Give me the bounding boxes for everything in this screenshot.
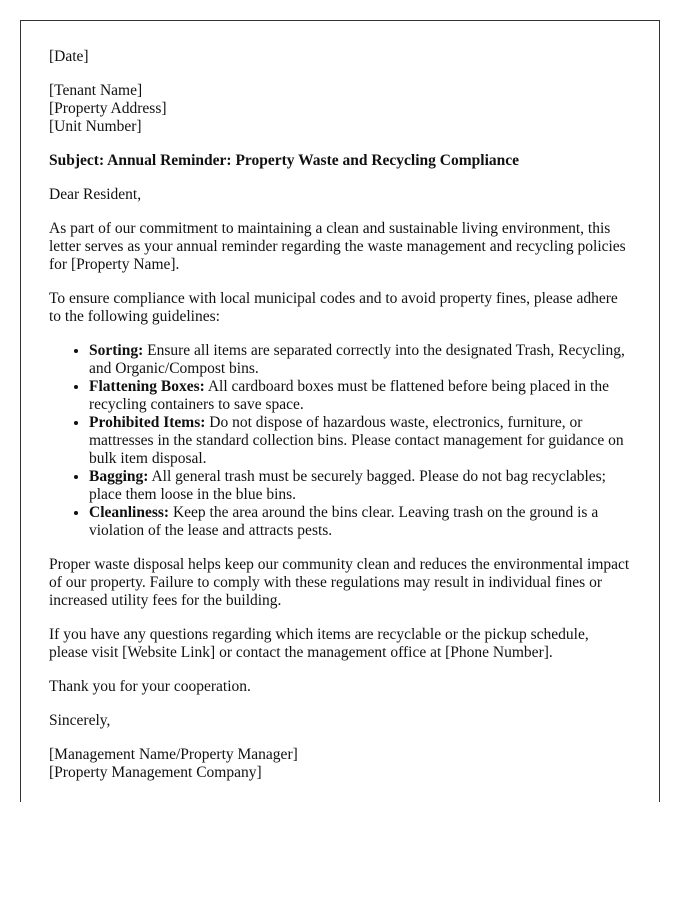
guidelines-list [49, 342, 631, 540]
guideline-text: All cardboard boxes must be flattened before being placed in the recycling containers to save space. [89, 378, 609, 413]
contact-paragraph: If you have any questions regarding which items are recyclable or the pickup schedule, please visit [Website Link] or contact the management office at [Phone Number]. [49, 626, 589, 661]
guideline-item [89, 378, 631, 414]
guideline-item [89, 414, 631, 468]
thanks-line: Thank you for your cooperation. [49, 678, 251, 695]
guidelines-intro: To ensure compliance with local municipal codes and to avoid property fines, please adhere to the following guidelines: [49, 290, 618, 325]
guideline-text: Do not dispose of hazardous waste, electronics, furniture, or mattresses in the standard collection bins. Please contact management for guidance on bulk item disposal. [89, 414, 624, 467]
salutation: Dear Resident, [49, 186, 142, 203]
guideline-item [89, 468, 631, 504]
guideline-item [89, 504, 631, 540]
signoff: Sincerely, [49, 712, 111, 729]
guideline-text: Ensure all items are separated correctly into the designated Trash, Recycling, and Organic/Compost bins. [89, 342, 625, 377]
intro-paragraph: As part of our commitment to maintaining a clean and sustainable living environment, this letter serves as your annual reminder regarding the waste management and recycling policies for [Property Name]. [49, 220, 626, 273]
guideline-item [89, 342, 631, 378]
letter-document [20, 20, 660, 802]
recipient-unit: [Unit Number] [49, 118, 142, 135]
guideline-label: Sorting: [89, 342, 144, 359]
guideline-label: Bagging: [89, 468, 149, 485]
signature-name: [Management Name/Property Manager] [49, 746, 298, 763]
guideline-label: Cleanliness: [89, 504, 170, 521]
guideline-text: All general trash must be securely bagged. Please do not bag recyclables; place them loose in the blue bins. [89, 468, 606, 503]
recipient-address: [Property Address] [49, 100, 167, 117]
signature-company: [Property Management Company] [49, 764, 262, 781]
letter-subject: Subject: Annual Reminder: Property Waste and Recycling Compliance [49, 152, 520, 169]
recipient-name: [Tenant Name] [49, 82, 143, 99]
letter-date: [Date] [49, 48, 89, 65]
closing-paragraph: Proper waste disposal helps keep our community clean and reduces the environmental impact of our property. Failure to comply with these regulations may result in individual fines or increased utility fees for the building. [49, 556, 630, 609]
signature-block [49, 746, 631, 782]
guideline-label: Flattening Boxes: [89, 378, 205, 395]
guideline-label: Prohibited Items: [89, 414, 206, 431]
recipient-block [49, 82, 631, 136]
guideline-text: Keep the area around the bins clear. Leaving trash on the ground is a violation of the lease and attracts pests. [89, 504, 599, 539]
